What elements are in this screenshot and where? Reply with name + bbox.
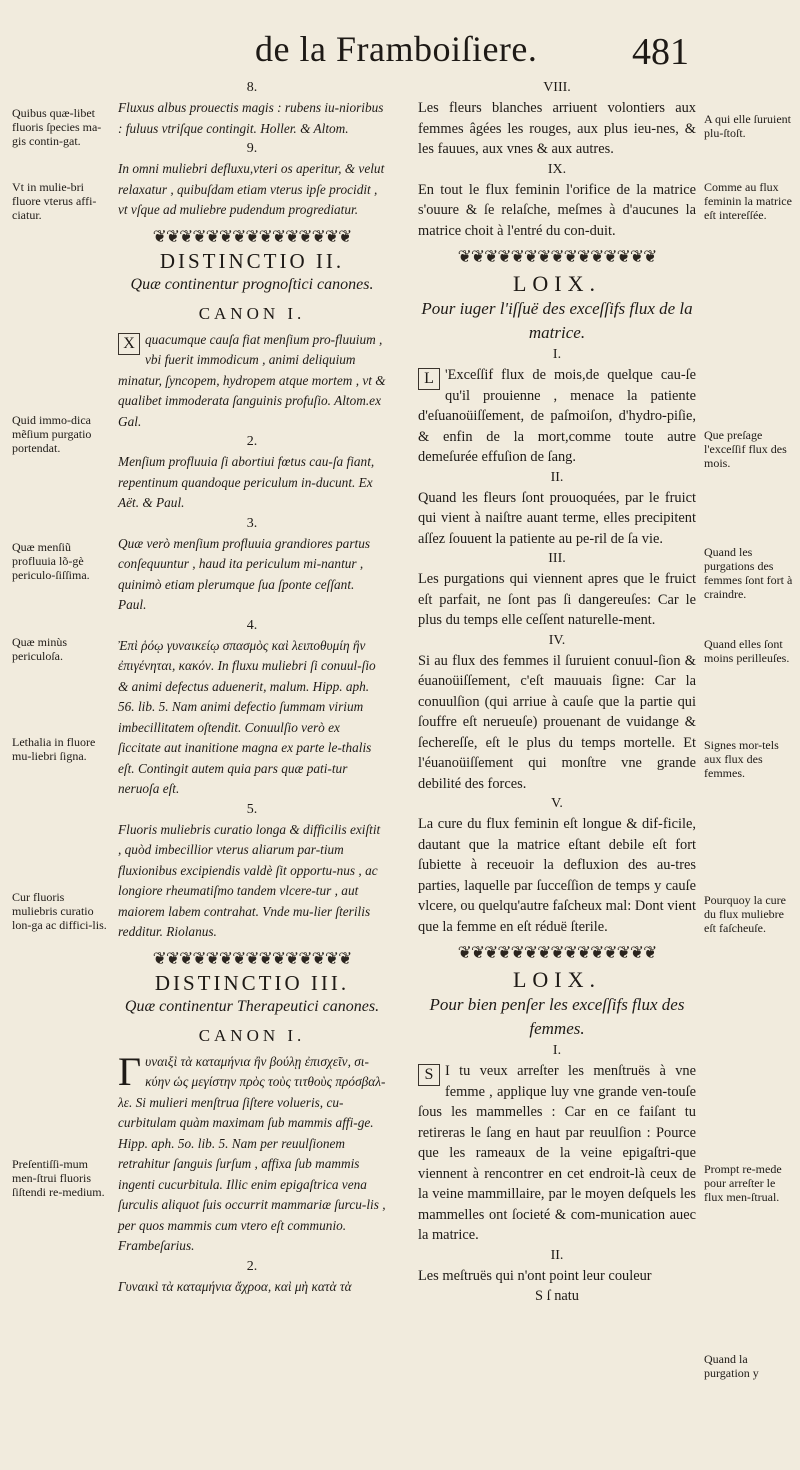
french-text: I tu veux arreſter les menſtruës à vne femme , applique luy vne grande ven-touſe ſous les mammelles : Car en ce faiſant tu retireras le ſang en haut par reuulſion : Pource que les rameaux de la veine epigaſtri-que viennent à rencontrer en cet endroit-là ceux de la veine mammillaire, par le moyen deſquels les mammelles ont ſocieté & com-munication auec la matrice. [418, 1063, 696, 1243]
french-paragraph: La cure du flux feminin eſt longue & dif-ficile, dautant que la matrice eſtant debile eſt fort ſubiette à receuoir la defluxion des au-tres parties, laquelle par ſucceſſion de temps y cauſe vlcere, ou quelqu'autre faſcheux mal: Dont vient que la femme en eſt réduë ſterile. [418, 816, 696, 935]
latin-paragraph: Menſium profluuia ſi abortiui fœtus cau-ſa fiant, repentinum quandoque periculum in-ducunt. Ex Aët. & Paul. [118, 454, 375, 510]
right-margin-note-3: Que preſage l'exceſſif flux des mois. [704, 428, 787, 470]
left-margin-note-1: Quibus quæ-libet fluoris ſpecies ma-gis contin-gat. [12, 106, 102, 148]
left-margin-note-2: Vt in mulie-bri fluore vterus affi-ciatur. [12, 180, 97, 222]
canon-heading: CANON I. [198, 303, 306, 323]
french-paragraph: En tout le flux feminin l'orifice de la matrice s'ouure & ſe relaſche, meſmes à d'aucunes la matrice choit à l'entré du con-duit. [418, 181, 696, 239]
fleuron-ornament: ❦❦❦❦❦❦❦❦❦❦❦❦❦❦❦ [457, 943, 657, 962]
article-number: VIII. [543, 80, 571, 95]
latin-text: υναιξὶ τὰ καταμήνια ἢν βούλῃ ἐπισχεῖν, σι-κύην ὡς μεγίστην πρὸς τοὺς τιτθοὺς πρόσβαλ-λε. Si mulieri menſtrua ſiſtere volueris, cu-curbitulam quàm maximam ſub mammis affi-ge. Hipp. aph. 5o. lib. 5. Nam per reuulſionem retrahitur ſanguis ſurſum , affixa ſub mammis ingenti cucurbitula. Illic enim epigaſtrica vena ſurculis aliquot ſuis occurrit mammariæ ſurcu-lis , per quos mammis cum vtero eſt communio. Frambeſarius. [118, 1053, 386, 1253]
drop-capital: X [118, 333, 140, 355]
loix-heading: LOIX. [512, 967, 602, 992]
canon-number: 2. [246, 434, 258, 449]
canon-number: 2. [246, 1258, 258, 1274]
latin-text: quacumque cauſa fiat menſium pro-fluuium , vbi fuerit immodicum , animi deliquium minatur, ſyncopem, hydropem atque mortem , vt & qualibet immoderata ſanguinis profuſio. Altom.ex Gal. [118, 331, 386, 429]
latin-paragraph: Fluxus albus prouectis magis : rubens iu-nioribus : fuluus vtriſque contingit. Holler. & Altom. [118, 100, 384, 136]
fleuron-ornament: ❦❦❦❦❦❦❦❦❦❦❦❦❦❦❦ [457, 247, 657, 266]
left-margin-note-3: Quid immo-dica mẽſium purgatio portendat. [12, 413, 92, 455]
latin-paragraph: Fluoris muliebris curatio longa & difficilis exiſtit , quòd imbecillior vterus aliarum par-tium fluxionibus excipiendis valdè ſit opportu-nus , ac longiore rheumatiſmo tandem vlcere-tur , aut maiorem labem contrahat. Vnde mu-lier ſterilis redditur. Riolanus. [118, 821, 381, 939]
canon-number: 3. [246, 515, 258, 531]
distinctio-heading: DISTINCTIO III. [154, 970, 350, 995]
loix-heading: LOIX. [512, 271, 602, 296]
article-number: III. [548, 551, 566, 566]
page-number: 481 [632, 31, 689, 73]
article-number: I. [552, 347, 562, 362]
french-paragraph [418, 1061, 696, 1246]
left-margin-note-4: Quæ menſiũ profluuia lõ-gè periculo-ſiſſima. [12, 540, 90, 582]
latin-paragraph [118, 1048, 386, 1257]
right-margin-note-5: Quand elles ſont moins perilleuſes. [704, 637, 790, 665]
french-paragraph: Les purgations qui viennent apres que le fruict eſt parfait, ne ſont pas ſi dangereuſes: Car le plus du temps elle ceſſent naturelle-ment. [418, 571, 696, 628]
loix-subtitle: Pour bien penſer les exceſſifs flux des femmes. [429, 995, 685, 1038]
canon-heading: CANON I. [198, 1025, 306, 1045]
latin-column [118, 78, 386, 1297]
loix-subtitle: Pour iuger l'iſſuë des exceſſifs flux de la matrice. [421, 299, 693, 342]
distinctio-subtitle: Quæ continentur prognoſtici canones. [130, 275, 374, 293]
right-margin-note-9: Quand la purgation y [704, 1352, 759, 1380]
aphorism-number: 8. [246, 80, 258, 95]
drop-capital: S [418, 1064, 440, 1086]
article-number: IV. [548, 632, 566, 648]
article-number: IX. [547, 161, 567, 177]
latin-paragraph [118, 330, 386, 433]
latin-paragraph: In omni muliebri defluxu,vteri os aperitur, & velut relaxatur , quibuſdam etiam vterus ipſe procidit , vt vſque ad muliebre pudendum progrediatur. [118, 161, 385, 217]
article-number: V. [551, 796, 563, 811]
large-initial: Γ [118, 1048, 142, 1094]
latin-paragraph: Ἐπὶ ῥόῳ γυναικείῳ σπασμὸς καὶ λειποθυμίη ἢν ἐπιγένηται, κακόν. In fluxu muliebri ſi conuul-ſio & animi defectus aduenerit, malum. Hipp. aph. 56. lib. 5. Nam animi defectio ſummam virium imbecillitatem oſtendit. Conuulſio verò ex ſiccitate aut inanitione magna ex parte le-thalis eſt. Contingit autem quia pars quæ pati-tur neruoſa eſt. [118, 637, 376, 796]
left-margin-note-5: Quæ minùs periculoſa. [12, 635, 68, 663]
french-paragraph: Si au flux des femmes il ſuruient conuul-ſion & éuanoüiſſement, c'eſt mauuais ſigne: Car la conuulſion (qui arriue à cauſe que la partie qui ſouffre eſt nerueuſe) prouenant de vuidange & ſechereſſe, eſt le plus du temps mortelle. Et l'éuanoüiſſement qui monſtre vne grande debilité des forces. [418, 652, 696, 792]
right-margin-note-6: Signes mor-tels aux flux des femmes. [704, 738, 779, 780]
left-margin-note-6: Lethalia in fluore mu-liebri ſigna. [12, 735, 96, 763]
greek-line: Γυναικὶ τὰ καταμήνια ἄχροα, καὶ μὴ κατὰ τὰ [118, 1278, 352, 1294]
french-column [418, 78, 696, 1307]
french-paragraph: Les fleurs blanches arriuent volontiers aux femmes âgées les rouges, aux plus ieu-nes, & les fauues, aux vnes & aux autres. [418, 100, 696, 157]
french-paragraph: Les meſtruës qui n'ont point leur couleur [418, 1267, 652, 1284]
latin-paragraph: Quæ verò menſium profluuia grandiores partus conſequuntur , haud ita periculum mi-nantur , quinimò etiam plerumque ſua ſponte ceſſant. Paul. [118, 535, 371, 612]
fleuron-ornament: ❦❦❦❦❦❦❦❦❦❦❦❦❦❦❦ [152, 226, 352, 246]
distinctio-heading: DISTINCTIO II. [159, 248, 345, 273]
left-margin-note-7: Cur fluoris muliebris curatio lon-ga ac diffici-lis. [12, 890, 107, 932]
left-margin-note-8: Preſentiſſi-mum men-ſtrui fluoris ſiſtendi re-medium. [12, 1157, 105, 1199]
right-margin-note-1: A qui elle ſuruient plu-ſtoſt. [704, 112, 791, 140]
right-margin-note-8: Prompt re-mede pour arreſter le flux men-ſtrual. [704, 1162, 782, 1204]
french-text: 'Exceſſif flux de mois,de quelque cau-ſe qu'il prouienne , menace la patiente d'eſuanoüiſſement, de paſmoiſon, d'hydro-piſie, & enfin de la mort,comme toute autre demeſurée effuſion de ſang. [418, 367, 696, 465]
french-paragraph: Quand les fleurs ſont prouoquées, par le fruict qui vient à naiſtre auant terme, elles precipitent aſſez ſouuent la patiente au pe-ril de ſa vie. [418, 489, 696, 547]
right-margin-note-2: Comme au flux feminin la matrice eſt intereſſée. [704, 180, 792, 222]
french-paragraph [418, 365, 696, 468]
right-margin-note-4: Quand les purgations des femmes ſont fort à craindre. [704, 545, 793, 601]
article-number: I. [552, 1043, 562, 1058]
canon-number: 5. [246, 801, 258, 817]
article-number: II. [550, 1247, 564, 1263]
fleuron-ornament: ❦❦❦❦❦❦❦❦❦❦❦❦❦❦❦ [152, 948, 352, 968]
canon-number: 4. [246, 617, 258, 633]
drop-capital: L [418, 368, 440, 390]
distinctio-subtitle: Quæ continentur Therapeutici canones. [124, 997, 380, 1015]
article-number: II. [550, 469, 564, 485]
catchword: S ſ natu [535, 1288, 579, 1304]
running-title: de la Framboiſiere. [255, 29, 538, 69]
running-header [0, 22, 800, 72]
aphorism-number: 9. [246, 141, 258, 156]
right-margin-note-7: Pourquoy la cure du flux muliebre eſt faſcheuſe. [704, 893, 786, 935]
